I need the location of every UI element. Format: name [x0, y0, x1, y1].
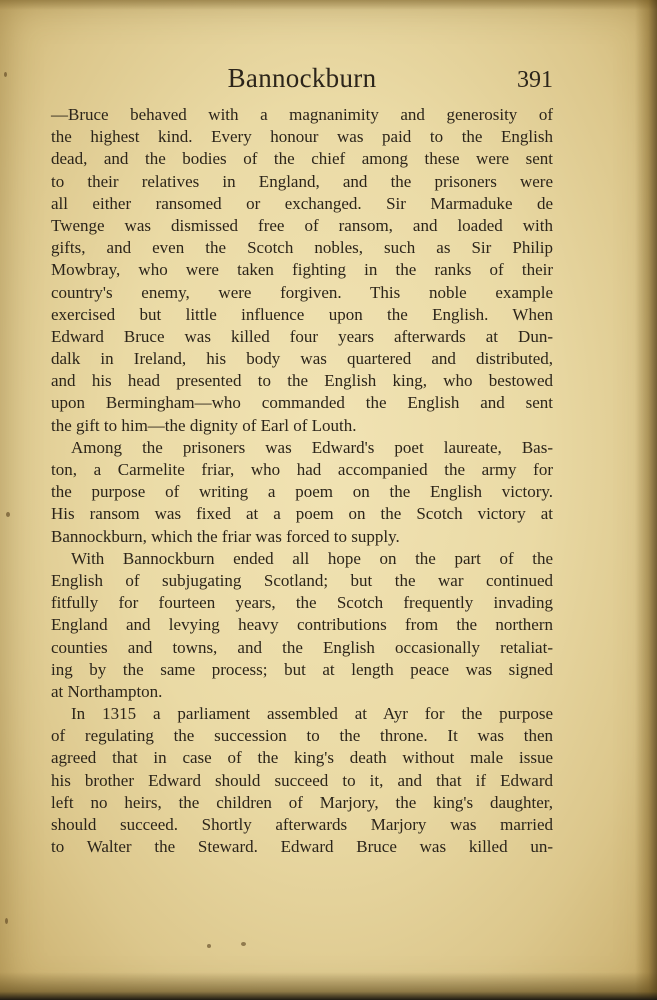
text-line: dalk in Ireland, his body was quartered and distributed,	[51, 349, 553, 369]
text-line: Edward Bruce was killed four years afterwards at Dun-	[51, 326, 553, 346]
page-bottom-edge	[0, 972, 657, 1000]
paper-speck	[4, 72, 7, 77]
text-line: of regulating the succession to the throne. It was then	[51, 726, 553, 746]
text-line: —Bruce behaved with a magnanimity and generosity of	[51, 105, 553, 124]
text-line: upon Bermingham—who commanded the English and sent	[51, 393, 553, 413]
text-line: ing by the same process; but at length peace was signed	[51, 659, 553, 679]
text-line: fitfully for fourteen years, the Scotch frequently invading	[51, 593, 553, 613]
text-line: Mowbray, who were taken fighting in the ranks of their	[51, 260, 553, 280]
text-line: English of subjugating Scotland; but the war continued	[51, 570, 553, 590]
paper-speck	[207, 944, 211, 948]
paragraph-start-line: In 1315 a parliament assembled at Ayr for the purpose	[71, 704, 553, 724]
text-line: left no heirs, the children of Marjory, the king's daughter,	[51, 792, 553, 812]
text-line: his brother Edward should succeed to it, and that if Edward	[51, 770, 553, 790]
paragraph-start-line: With Bannockburn ended all hope on the part of the	[71, 548, 553, 568]
text-line: Bannockburn, which the friar was forced to supply.	[51, 526, 400, 546]
text-line: country's enemy, were forgiven. This noble example	[51, 282, 553, 302]
body-text	[51, 104, 553, 858]
text-line: agreed that in case of the king's death without male issue	[51, 748, 553, 768]
text-line: counties and towns, and the English occasionally retaliat-	[51, 637, 553, 657]
running-head	[51, 58, 553, 98]
text-line: and his head presented to the English king, who bestowed	[51, 371, 553, 391]
text-line: to Walter the Steward. Edward Bruce was killed un-	[51, 837, 553, 857]
text-line: ton, a Carmelite friar, who had accompanied the army for	[51, 460, 553, 479]
text-line: the highest kind. Every honour was paid to the English	[51, 127, 553, 147]
text-line: at Northampton.	[51, 681, 163, 701]
text-line: dead, and the bodies of the chief among these were sent	[51, 149, 553, 169]
page-right-edge	[635, 0, 657, 1000]
text-line: to their relatives in England, and the prisoners were	[51, 171, 553, 191]
page-top-shadow	[0, 0, 657, 10]
text-line: the purpose of writing a poem on the English victory.	[51, 482, 553, 502]
text-line: His ransom was fixed at a poem on the Scotch victory at	[51, 504, 553, 524]
paragraph-start-line: Among the prisoners was Edward's poet laureate, Bas-	[71, 437, 553, 457]
paper-speck	[5, 918, 8, 924]
text-line: exercised but little influence upon the English. When	[51, 304, 553, 324]
text-line: the gift to him—the dignity of Earl of Louth.	[51, 415, 357, 435]
paper-speck	[6, 512, 10, 517]
page-number: 391	[517, 67, 553, 93]
running-title: Bannockburn	[227, 63, 377, 93]
text-line: all either ransomed or exchanged. Sir Marmaduke de	[51, 193, 553, 213]
text-line: should succeed. Shortly afterwards Marjory was married	[51, 815, 553, 834]
text-line: Twenge was dismissed free of ransom, and loaded with	[51, 215, 553, 235]
text-line: gifts, and even the Scotch nobles, such as Sir Philip	[51, 238, 553, 258]
text-line: England and levying heavy contributions from the northern	[51, 615, 553, 635]
paper-speck	[241, 942, 246, 946]
